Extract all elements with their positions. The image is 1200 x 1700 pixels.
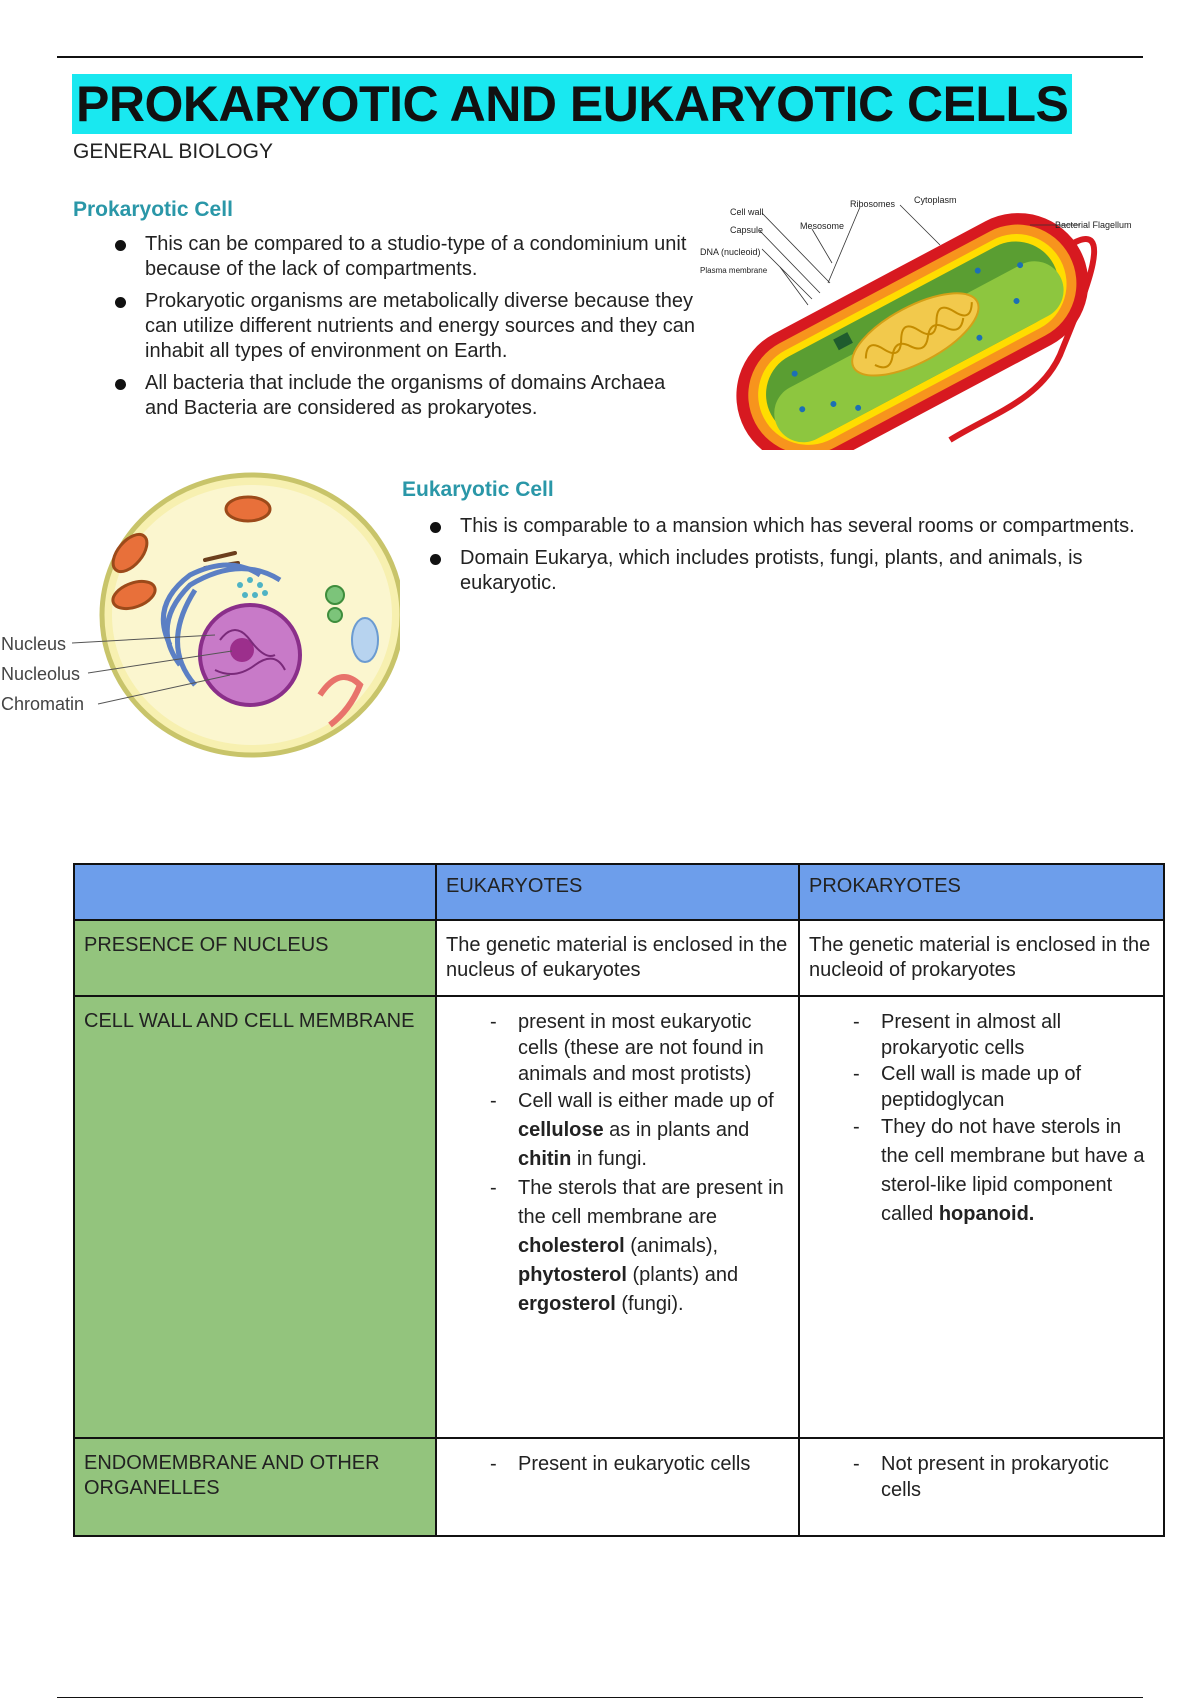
table-cell <box>799 1438 1164 1536</box>
text-run: They do not have sterols in the cell membrane but have a sterol-like lipid component called <box>881 1116 1145 1225</box>
mitochondrion-shape <box>226 497 270 521</box>
bottom-rule <box>57 1697 1143 1698</box>
text-run: in fungi. <box>571 1148 647 1170</box>
header-cell-prokaryotes: PROKARYOTES <box>799 864 1164 920</box>
diagram-label-dna: DNA (nucleoid) <box>700 247 761 257</box>
table-header-row <box>74 864 1164 920</box>
diagram-label-plasma-membrane: Plasma membrane <box>700 266 768 275</box>
diagram-label-cell-wall: Cell wall <box>730 207 764 217</box>
row-label: ENDOMEMBRANE AND OTHER ORGANELLES <box>74 1438 436 1536</box>
text-run: (plants) and <box>626 1264 739 1286</box>
prokaryotic-heading: Prokaryotic Cell <box>73 198 233 221</box>
list-item: This is comparable to a mansion which has several rooms or compartments. <box>408 514 1153 539</box>
table-cell: The genetic material is enclosed in the nucleus of eukaryotes <box>436 920 799 996</box>
table-row <box>74 920 1164 996</box>
text-run: (fungi). <box>615 1293 684 1315</box>
diagram-label-cytoplasm: Cytoplasm <box>914 195 957 205</box>
text-run: (animals), <box>624 1235 719 1257</box>
table-row <box>74 996 1164 1438</box>
list-item <box>446 1087 789 1174</box>
table-cell: The genetic material is enclosed in the nucleoid of prokaryotes <box>799 920 1164 996</box>
table-cell <box>436 1438 799 1536</box>
eukaryotic-cell-diagram <box>0 465 400 765</box>
bold-term: hopanoid. <box>938 1203 1035 1225</box>
bold-term: cholesterol <box>518 1235 625 1257</box>
diagram-label-capsule: Capsule <box>730 225 764 235</box>
table-row <box>74 1438 1164 1536</box>
header-cell-eukaryotes: EUKARYOTES <box>436 864 799 920</box>
comparison-table <box>73 863 1165 1537</box>
text-run: as in plants and <box>603 1119 750 1141</box>
page-subtitle: GENERAL BIOLOGY <box>73 140 273 163</box>
list-item: - Present in eukaryotic cells <box>446 1451 789 1477</box>
diagram-label-mesosome: Mesosome <box>800 221 845 231</box>
top-rule <box>57 56 1143 58</box>
diagram-label-nucleus: Nucleus <box>1 634 67 654</box>
list-item: - present in most eukaryotic cells (these are not found in animals and most protists) <box>446 1009 789 1087</box>
dash-list <box>809 1451 1154 1503</box>
text-run: The sterols that are present in the cell membrane are <box>518 1177 784 1228</box>
list-item: - Not present in prokaryotic cells <box>809 1451 1154 1503</box>
dash-list <box>446 1087 789 1319</box>
eukaryotic-bullet-list <box>408 514 1153 603</box>
text-run: Cell wall is either made up of <box>518 1090 774 1112</box>
table-cell <box>799 996 1164 1438</box>
bold-term: ergosterol <box>518 1293 616 1315</box>
table-cell <box>436 996 799 1438</box>
dash-list <box>809 1009 1154 1113</box>
diagram-label-chromatin: Chromatin <box>1 694 85 714</box>
dash-list <box>446 1009 789 1087</box>
bold-term: cellulose <box>518 1119 604 1141</box>
list-item: - Cell wall is made up of peptidoglycan <box>809 1061 1154 1113</box>
list-item <box>446 1174 789 1319</box>
bold-term: phytosterol <box>518 1264 627 1286</box>
diagram-label-flagellum: Bacterial Flagellum <box>1055 220 1132 230</box>
list-item: All bacteria that include the organisms of domains Archaea and Bacteria are considered as prokaryotes. <box>93 371 703 421</box>
diagram-label-nucleolus: Nucleolus <box>1 664 81 684</box>
header-cell-empty <box>74 864 436 920</box>
list-item: Prokaryotic organisms are metabolically diverse because they can utilize different nutrients and energy sources and they can inhabit all types of environment on Earth. <box>93 289 703 364</box>
list-item: Domain Eukarya, which includes protists, fungi, plants, and animals, is eukaryotic. <box>408 546 1153 596</box>
list-item: This can be compared to a studio-type of a condominium unit because of the lack of compartments. <box>93 232 703 282</box>
list-item: - Present in almost all prokaryotic cells <box>809 1009 1154 1061</box>
dash-list <box>446 1451 789 1477</box>
row-label: CELL WALL AND CELL MEMBRANE <box>74 996 436 1438</box>
list-item <box>809 1113 1154 1229</box>
eukaryotic-heading: Eukaryotic Cell <box>402 478 554 501</box>
prokaryotic-cell-diagram <box>700 185 1160 450</box>
diagram-label-ribosomes: Ribosomes <box>850 199 896 209</box>
dash-list <box>809 1113 1154 1229</box>
row-label: PRESENCE OF NUCLEUS <box>74 920 436 996</box>
page-title: PROKARYOTIC AND EUKARYOTIC CELLS <box>72 74 1072 134</box>
prokaryotic-bullet-list <box>93 232 703 428</box>
bold-term: chitin <box>518 1148 572 1170</box>
